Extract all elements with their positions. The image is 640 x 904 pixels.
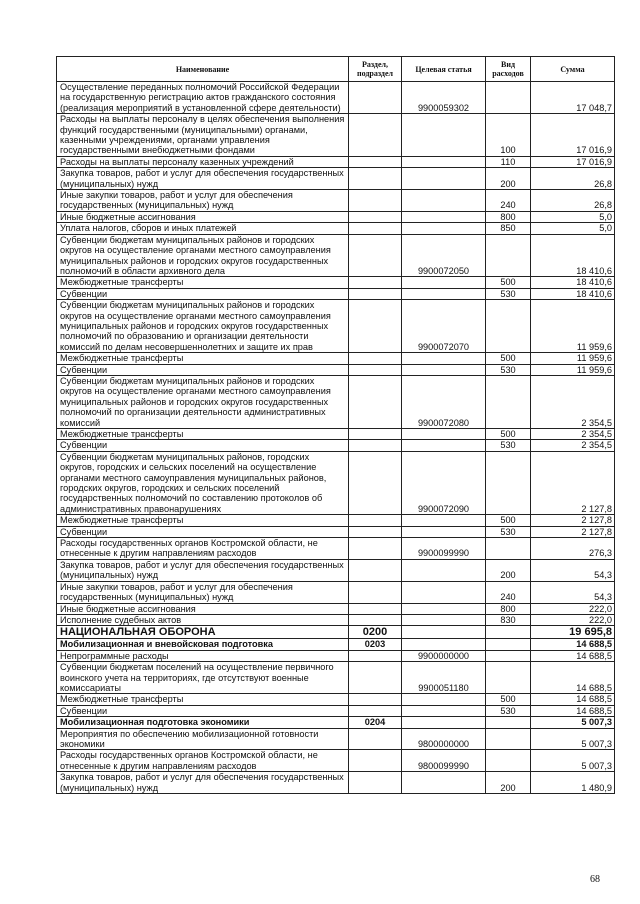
cell-target	[402, 614, 486, 625]
cell-name: Субвенции	[57, 440, 349, 451]
cell-name: Субвенции	[57, 288, 349, 299]
cell-target	[402, 353, 486, 364]
cell-name: Мероприятия по обеспечению мобилизационной готовности экономики	[57, 728, 349, 750]
cell-sum: 14 688,5	[531, 705, 615, 716]
table-row	[57, 538, 615, 560]
table-row	[57, 364, 615, 375]
cell-type: 800	[486, 211, 531, 222]
cell-sum: 54,3	[531, 559, 615, 581]
table-row	[57, 662, 615, 694]
cell-target	[402, 156, 486, 167]
cell-section	[349, 662, 402, 694]
cell-section	[349, 190, 402, 212]
cell-sum: 222,0	[531, 603, 615, 614]
cell-section	[349, 114, 402, 157]
cell-type	[486, 728, 531, 750]
cell-type: 100	[486, 114, 531, 157]
cell-target	[402, 717, 486, 728]
cell-section	[349, 440, 402, 451]
cell-target: 9800099990	[402, 750, 486, 772]
cell-section	[349, 211, 402, 222]
cell-name: Расходы на выплаты персоналу казенных учреждений	[57, 156, 349, 167]
budget-sheet	[56, 56, 614, 794]
cell-target	[402, 626, 486, 639]
cell-target	[402, 440, 486, 451]
cell-name: Межбюджетные трансферты	[57, 353, 349, 364]
cell-name: Межбюджетные трансферты	[57, 277, 349, 288]
cell-name: Субвенции	[57, 705, 349, 716]
cell-target	[402, 581, 486, 603]
cell-sum: 17 016,9	[531, 156, 615, 167]
table-row	[57, 626, 615, 639]
cell-sum: 18 410,6	[531, 234, 615, 277]
cell-name: Закупка товаров, работ и услуг для обеспечения государственных (муниципальных) нужд	[57, 559, 349, 581]
cell-name: Закупка товаров, работ и услуг для обеспечения государственных (муниципальных) нужд	[57, 772, 349, 794]
cell-target: 9900072090	[402, 451, 486, 514]
cell-target: 9900072080	[402, 375, 486, 428]
cell-type: 200	[486, 772, 531, 794]
cell-target	[402, 639, 486, 650]
cell-name: Исполнение судебных актов	[57, 614, 349, 625]
cell-type: 500	[486, 515, 531, 526]
cell-type: 800	[486, 603, 531, 614]
cell-sum: 222,0	[531, 614, 615, 625]
cell-sum: 5 007,3	[531, 717, 615, 728]
cell-sum: 26,8	[531, 168, 615, 190]
cell-name: Расходы государственных органов Костромской области, не отнесенные к другим направлениям расходов	[57, 750, 349, 772]
cell-sum: 19 695,8	[531, 626, 615, 639]
cell-section	[349, 451, 402, 514]
cell-section	[349, 559, 402, 581]
cell-type: 500	[486, 353, 531, 364]
cell-type	[486, 375, 531, 428]
cell-target	[402, 211, 486, 222]
cell-target: 9800000000	[402, 728, 486, 750]
cell-target	[402, 772, 486, 794]
table-row	[57, 694, 615, 705]
cell-sum: 14 688,5	[531, 694, 615, 705]
cell-section	[349, 168, 402, 190]
cell-target	[402, 559, 486, 581]
cell-section	[349, 429, 402, 440]
cell-type: 530	[486, 526, 531, 537]
cell-type: 850	[486, 223, 531, 234]
cell-name: Иные бюджетные ассигнования	[57, 211, 349, 222]
cell-target	[402, 277, 486, 288]
cell-section	[349, 156, 402, 167]
cell-target	[402, 429, 486, 440]
cell-type: 530	[486, 705, 531, 716]
cell-section	[349, 603, 402, 614]
cell-type	[486, 82, 531, 114]
cell-section	[349, 515, 402, 526]
table-row	[57, 300, 615, 353]
cell-name: Закупка товаров, работ и услуг для обеспечения государственных (муниципальных) нужд	[57, 168, 349, 190]
cell-sum: 11 959,6	[531, 353, 615, 364]
table-row	[57, 223, 615, 234]
table-row	[57, 559, 615, 581]
cell-sum: 11 959,6	[531, 300, 615, 353]
table-row	[57, 515, 615, 526]
cell-section	[349, 526, 402, 537]
cell-name: Межбюджетные трансферты	[57, 429, 349, 440]
cell-sum: 1 480,9	[531, 772, 615, 794]
cell-type	[486, 750, 531, 772]
cell-name: Осуществление переданных полномочий Российской Федерации на государственную регистрацию актов гражданского состояния (реализация мероприятий в установленной сфере деятельности)	[57, 82, 349, 114]
cell-type: 530	[486, 440, 531, 451]
cell-type: 200	[486, 168, 531, 190]
cell-target	[402, 223, 486, 234]
cell-name: Мобилизационная подготовка экономики	[57, 717, 349, 728]
cell-target	[402, 288, 486, 299]
cell-sum: 2 127,8	[531, 515, 615, 526]
cell-name: Расходы государственных органов Костромской области, не отнесенные к другим направлениям расходов	[57, 538, 349, 560]
table-row	[57, 440, 615, 451]
cell-type: 830	[486, 614, 531, 625]
cell-section	[349, 538, 402, 560]
table-row	[57, 234, 615, 277]
cell-type: 240	[486, 190, 531, 212]
cell-sum: 2 127,8	[531, 526, 615, 537]
table-row	[57, 728, 615, 750]
cell-name: Иные бюджетные ассигнования	[57, 603, 349, 614]
cell-target	[402, 364, 486, 375]
table-row	[57, 705, 615, 716]
cell-target: 9900051180	[402, 662, 486, 694]
header-sum: Сумма	[531, 57, 615, 82]
table-body	[57, 82, 615, 794]
header-name: Наименование	[57, 57, 349, 82]
cell-sum: 2 354,5	[531, 375, 615, 428]
cell-sum: 14 688,5	[531, 650, 615, 661]
cell-type: 500	[486, 694, 531, 705]
cell-section: 0200	[349, 626, 402, 639]
table-row	[57, 277, 615, 288]
cell-type: 500	[486, 429, 531, 440]
cell-target	[402, 705, 486, 716]
header-type: Вид расходов	[486, 57, 531, 82]
table-row	[57, 603, 615, 614]
table-row	[57, 526, 615, 537]
cell-section	[349, 694, 402, 705]
cell-sum: 17 048,7	[531, 82, 615, 114]
cell-target	[402, 168, 486, 190]
cell-target	[402, 515, 486, 526]
cell-section	[349, 234, 402, 277]
cell-type	[486, 538, 531, 560]
cell-type	[486, 650, 531, 661]
cell-section	[349, 353, 402, 364]
cell-type: 110	[486, 156, 531, 167]
table-row	[57, 353, 615, 364]
cell-name: НАЦИОНАЛЬНАЯ ОБОРОНА	[57, 626, 349, 639]
cell-target	[402, 114, 486, 157]
cell-type: 240	[486, 581, 531, 603]
cell-sum: 5 007,3	[531, 728, 615, 750]
cell-section	[349, 772, 402, 794]
cell-section	[349, 364, 402, 375]
cell-sum: 5 007,3	[531, 750, 615, 772]
table-row	[57, 375, 615, 428]
cell-name: Субвенции бюджетам муниципальных районов и городских округов на осуществление органами местного самоуправления муниципальных районов и городских округов государственных полномочий по организации деятельности административных комиссий	[57, 375, 349, 428]
cell-target: 9900000000	[402, 650, 486, 661]
budget-table	[56, 56, 615, 794]
cell-sum: 2 127,8	[531, 451, 615, 514]
cell-sum: 14 688,5	[531, 639, 615, 650]
cell-section	[349, 300, 402, 353]
cell-target	[402, 694, 486, 705]
cell-section: 0204	[349, 717, 402, 728]
table-row	[57, 650, 615, 661]
cell-name: Межбюджетные трансферты	[57, 515, 349, 526]
table-row	[57, 190, 615, 212]
cell-sum: 18 410,6	[531, 288, 615, 299]
cell-sum: 18 410,6	[531, 277, 615, 288]
cell-name: Межбюджетные трансферты	[57, 694, 349, 705]
cell-section	[349, 581, 402, 603]
cell-section	[349, 614, 402, 625]
cell-sum: 14 688,5	[531, 662, 615, 694]
cell-sum: 5,0	[531, 211, 615, 222]
cell-type	[486, 717, 531, 728]
cell-type: 200	[486, 559, 531, 581]
table-row	[57, 288, 615, 299]
cell-name: Иные закупки товаров, работ и услуг для обеспечения государственных (муниципальных) нужд	[57, 190, 349, 212]
table-row	[57, 211, 615, 222]
page-number: 68	[590, 874, 600, 885]
table-row	[57, 114, 615, 157]
table-row	[57, 750, 615, 772]
cell-section	[349, 705, 402, 716]
cell-type: 500	[486, 277, 531, 288]
cell-name: Мобилизационная и вневойсковая подготовка	[57, 639, 349, 650]
cell-sum: 2 354,5	[531, 429, 615, 440]
cell-section: 0203	[349, 639, 402, 650]
cell-type: 530	[486, 288, 531, 299]
cell-section	[349, 650, 402, 661]
cell-sum: 5,0	[531, 223, 615, 234]
cell-target	[402, 603, 486, 614]
cell-name: Субвенции бюджетам муниципальных районов, городских округов, городских и сельских поселений на осуществление органами местного самоуправления муниципальных районов, городских округов, городских и сельских поселений государственных полномочий по составлению протоколов об административных правонарушениях	[57, 451, 349, 514]
cell-name: Субвенции бюджетам муниципальных районов и городских округов на осуществление органами местного самоуправления муниципальных районов и городских округов государственных полномочий по образованию и организации деятельности комиссий по делам несовершеннолетних и защите их прав	[57, 300, 349, 353]
header-section: Раздел, подраздел	[349, 57, 402, 82]
cell-name: Непрограммные расходы	[57, 650, 349, 661]
cell-section	[349, 375, 402, 428]
cell-type	[486, 451, 531, 514]
table-row	[57, 772, 615, 794]
cell-sum: 2 354,5	[531, 440, 615, 451]
cell-target: 9900072070	[402, 300, 486, 353]
table-row	[57, 429, 615, 440]
table-row	[57, 82, 615, 114]
cell-name: Иные закупки товаров, работ и услуг для обеспечения государственных (муниципальных) нужд	[57, 581, 349, 603]
table-row	[57, 717, 615, 728]
cell-target	[402, 190, 486, 212]
cell-type: 530	[486, 364, 531, 375]
cell-target: 9900099990	[402, 538, 486, 560]
cell-name: Субвенции бюджетам поселений на осуществление первичного воинского учета на территориях, где отсутствуют военные комиссариаты	[57, 662, 349, 694]
table-row	[57, 156, 615, 167]
cell-sum: 54,3	[531, 581, 615, 603]
cell-section	[349, 288, 402, 299]
cell-name: Субвенции	[57, 526, 349, 537]
header-target: Целевая статья	[402, 57, 486, 82]
cell-type	[486, 626, 531, 639]
cell-sum: 26,8	[531, 190, 615, 212]
cell-name: Субвенции бюджетам муниципальных районов и городских округов на осуществление органами местного самоуправления муниципальных районов и городских округов государственных полномочий в области архивного дела	[57, 234, 349, 277]
table-row	[57, 639, 615, 650]
cell-name: Расходы на выплаты персоналу в целях обеспечения выполнения функций государственными (муниципальными) органами, казенными учреждениями, органами управления государственными внебюджетными фондами	[57, 114, 349, 157]
cell-target: 9900072050	[402, 234, 486, 277]
cell-type	[486, 300, 531, 353]
table-row	[57, 614, 615, 625]
cell-name: Уплата налогов, сборов и иных платежей	[57, 223, 349, 234]
cell-type	[486, 662, 531, 694]
cell-name: Субвенции	[57, 364, 349, 375]
cell-sum: 276,3	[531, 538, 615, 560]
cell-target: 9900059302	[402, 82, 486, 114]
cell-section	[349, 82, 402, 114]
cell-type	[486, 234, 531, 277]
cell-section	[349, 277, 402, 288]
table-header	[57, 57, 615, 82]
cell-type	[486, 639, 531, 650]
table-row	[57, 168, 615, 190]
cell-target	[402, 526, 486, 537]
cell-sum: 11 959,6	[531, 364, 615, 375]
cell-section	[349, 728, 402, 750]
table-row	[57, 581, 615, 603]
cell-section	[349, 750, 402, 772]
cell-sum: 17 016,9	[531, 114, 615, 157]
cell-section	[349, 223, 402, 234]
table-row	[57, 451, 615, 514]
